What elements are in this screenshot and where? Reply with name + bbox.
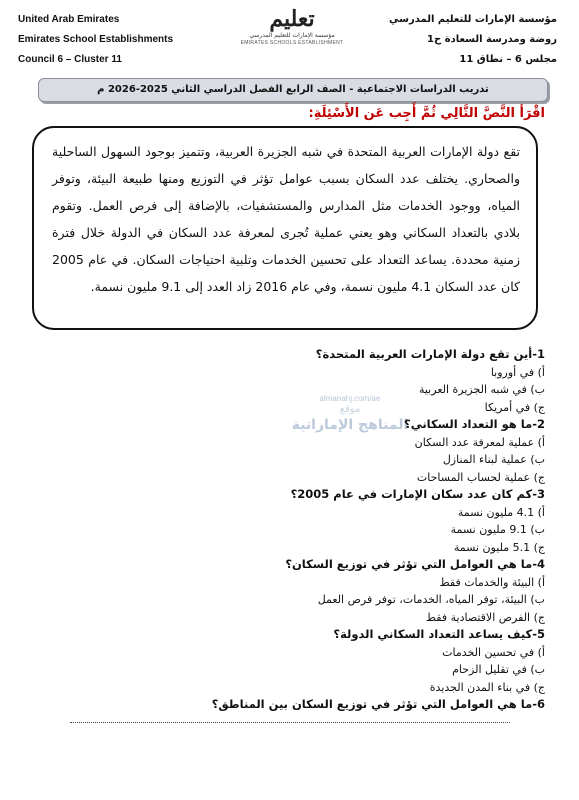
watermark-url: almanahj.com/ae	[319, 394, 381, 403]
question-block	[25, 626, 545, 696]
answer-line	[70, 722, 510, 723]
header-right-line-1: مؤسسة الإمارات للتعليم المدرسي	[389, 14, 557, 25]
logo-english-text: EMIRATES SCHOOLS ESTABLISHMENT	[240, 40, 344, 46]
answer-option: ب) عملية لبناء المنازل	[442, 453, 545, 466]
header-left-line-2: Emirates School Establishments	[18, 34, 174, 45]
answer-option: أ) في أوروبا	[490, 365, 545, 379]
header-left-line-3: Council 6 – Cluster 11	[18, 54, 122, 65]
header-right-line-3: مجلس 6 – نطاق 11	[459, 54, 557, 65]
question-text: 3-كم كان عدد سكان الإمارات في عام 2005؟	[290, 487, 545, 501]
answer-option: أ) في تحسين الخدمات	[442, 645, 545, 659]
questions-list	[25, 346, 545, 714]
answer-option: ج) الفرص الاقتصادية فقط	[425, 610, 545, 624]
header-right-block	[389, 10, 557, 70]
question-block	[25, 696, 545, 714]
answer-option: ج) 5.1 مليون نسمة	[453, 540, 545, 554]
answer-option: ب) 9.1 مليون نسمة	[450, 523, 545, 536]
question-text: 4-ما هي العوامل التي تؤثر في توزيع السكان؟	[285, 557, 545, 571]
question-block	[25, 346, 545, 416]
header-right-line-2: روضة ومدرسة السعادة ح1	[427, 34, 557, 45]
question-block	[25, 556, 545, 626]
answer-option: ب) في تقليل الزحام	[452, 663, 545, 676]
header-left-block	[18, 10, 173, 70]
logo-arabic-text: مؤسسة الإمارات للتعليم المدرسي	[249, 32, 335, 39]
question-text: 6-ما هي العوامل التي تؤثر في توزيع السكان بين المناطق؟	[211, 697, 545, 711]
answer-option: أ) 4.1 مليون نسمة	[457, 505, 545, 519]
answer-option: ج) في أمريكا	[484, 400, 545, 414]
answer-option: ج) عملية لحساب المساحات	[416, 470, 545, 484]
answer-option: ب) البيئة، توفر المياه، الخدمات، توفر فرص العمل	[317, 593, 545, 606]
instruction-text: اقْرَأ النَّصَّ التَّالِي ثُمَّ أَجِب عَن الأَسْئِلَةِ:	[308, 106, 545, 121]
answer-option: ج) في بناء المدن الجديدة	[429, 680, 545, 694]
worksheet-title: تدريب الدراسات الاجتماعية - الصف الرابع الفصل الدراسي الثاني 2025-2026 م	[38, 78, 548, 102]
question-text: 1-أين تقع دولة الإمارات العربية المتحدة؟	[315, 347, 545, 361]
answer-option: ب) في شبه الجزيرة العربية	[418, 383, 545, 396]
watermark-line-2: المناهج الإماراتية	[291, 417, 409, 433]
logo-mark: تعليم	[269, 6, 315, 32]
school-logo	[232, 6, 352, 56]
answer-option: أ) البيئة والخدمات فقط	[439, 575, 545, 589]
question-text: 5-كيف يساعد التعداد السكاني الدولة؟	[333, 627, 545, 641]
reading-passage: تقع دولة الإمارات العربية المتحدة في شبه الجزيرة العربية، وتتميز بوجود السهول الساحلية والصحاري. يختلف عدد السكان بسبب عوامل تؤثر في التوزيع ومنها طبيعة البيئة، وتوفر المياه، ووجود الخدمات مثل المدارس والمستشفيات، بالإضافة إلى فرص العمل. وتقوم بلادي بالتعداد السكاني وهو يعني عملية تُجرى لمعرفة عدد السكان في الدولة خلال فترة زمنية محددة. يساعد التعداد على تحسين الخدمات وتلبية احتياجات السكان. في عام 2005 كان عدد السكان 4.1 مليون نسمة، وفي عام 2016 زاد العدد إلى 9.1 مليون نسمة.	[32, 126, 538, 330]
question-text: 2-ما هو التعداد السكاني؟	[404, 417, 545, 431]
question-block	[25, 416, 545, 486]
answer-option: أ) عملية لمعرفة عدد السكان	[414, 435, 545, 449]
question-block	[25, 486, 545, 556]
watermark-line-1: موقع	[339, 404, 361, 415]
header-left-line-1: United Arab Emirates	[18, 14, 120, 25]
